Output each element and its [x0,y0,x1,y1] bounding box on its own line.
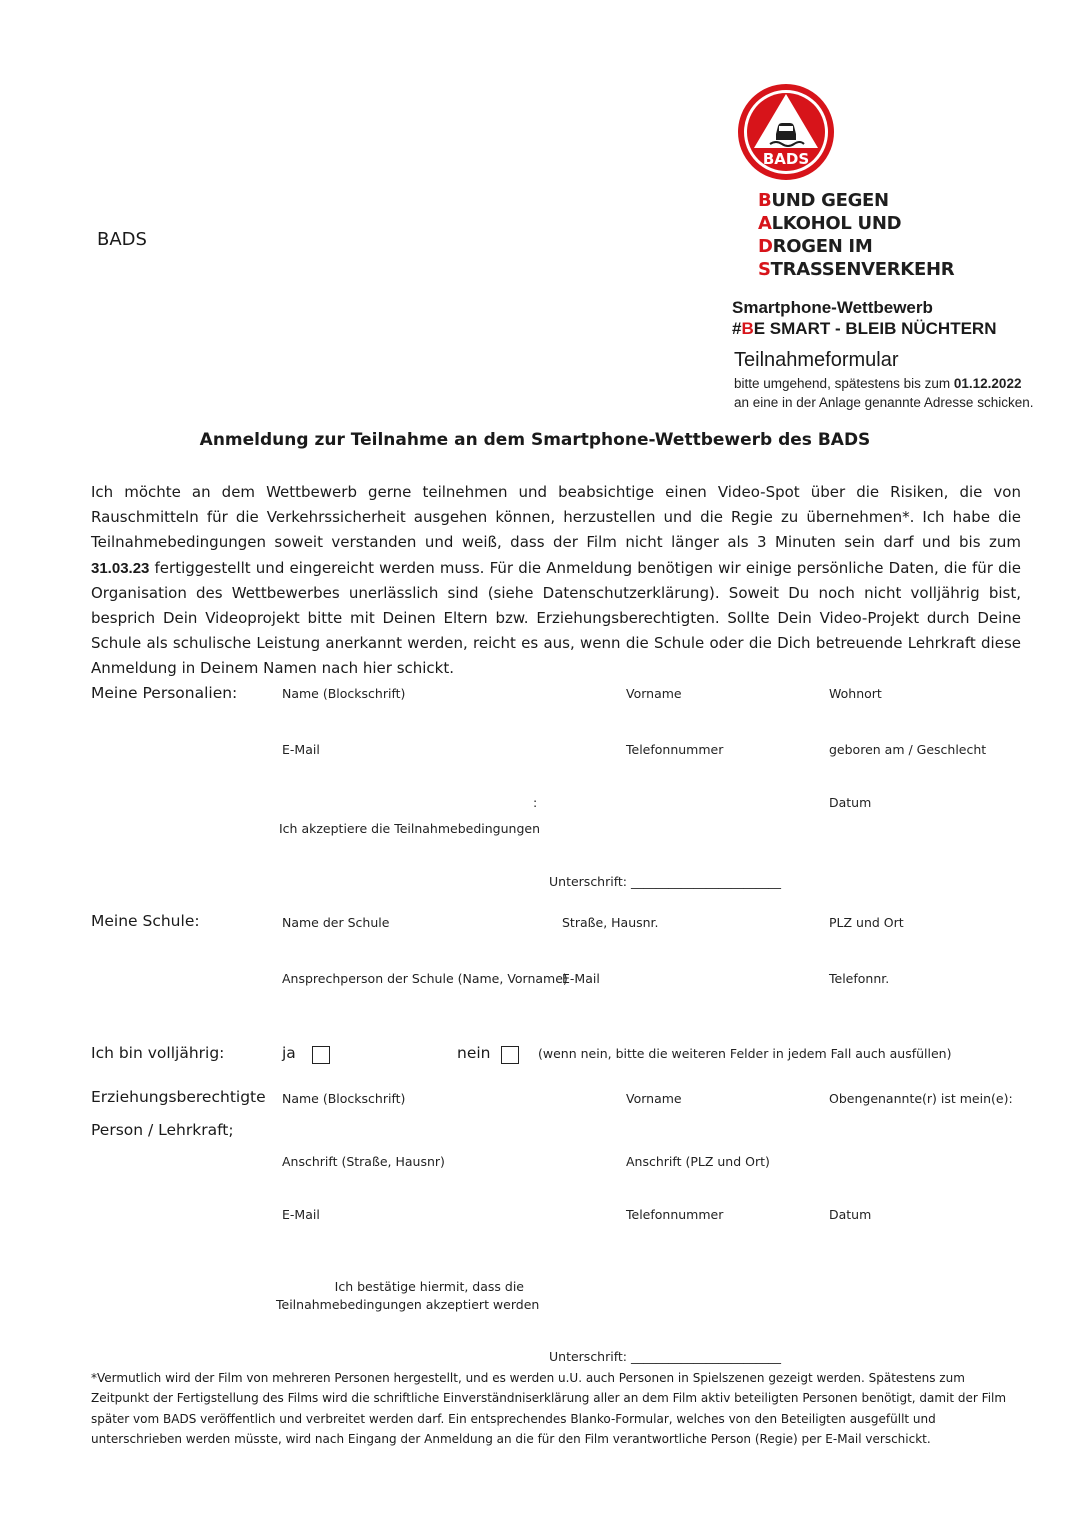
field-guardian-date[interactable]: Datum [829,1207,872,1222]
field-date[interactable]: Datum [829,795,872,810]
competition-title: Smartphone-Wettbewerb [732,298,933,317]
field-school-contact[interactable]: Ansprechperson der Schule (Name, Vorname) [282,971,568,986]
form-title: Teilnahmeformular [734,349,899,371]
logo-text: BADS [762,150,810,168]
signature-line-personal[interactable]: Unterschrift: ________________________ [549,874,781,889]
org-line-1: BUND GEGEN [758,190,889,211]
adult-note: (wenn nein, bitte die weiteren Felder in jedem Fall auch ausfüllen) [538,1046,952,1061]
page-heading: Anmeldung zur Teilnahme an dem Smartphone-Wettbewerb des BADS [199,430,871,450]
address-note: an eine in der Anlage genannte Adresse schicken. [734,395,1034,410]
field-guardian-city[interactable]: Anschrift (PLZ und Ort) [626,1154,770,1169]
org-line-3: DROGEN IM [758,236,873,257]
guardian-confirm-line2: Teilnahmebedingungen akzeptiert werden [276,1297,540,1312]
field-guardian-phone[interactable]: Telefonnummer [626,1207,724,1222]
guardian-confirm-line1: Ich bestätige hiermit, dass die [334,1279,524,1294]
section-guardian-line1: Erziehungsberechtigte [91,1088,266,1106]
field-name[interactable]: Name (Blockschrift) [282,686,406,701]
end-date: 31.03.23 [91,559,150,577]
adult-no-checkbox[interactable] [501,1046,519,1064]
field-school-phone[interactable]: Telefonnr. [829,971,890,986]
colon-mark: : [533,795,538,810]
field-school-city[interactable]: PLZ und Ort [829,915,904,930]
org-line-2: ALKOHOL UND [758,213,902,234]
field-guardian-firstname[interactable]: Vorname [626,1091,682,1106]
deadline-note: bitte umgehend, spätestens bis zum 01.12.2022 [734,376,1022,391]
field-guardian-street[interactable]: Anschrift (Straße, Hausnr) [282,1154,445,1169]
section-school: Meine Schule: [91,912,200,930]
section-adult: Ich bin volljährig: [91,1044,225,1062]
org-line-4: STRASSENVERKEHR [758,259,955,280]
field-school-email[interactable]: E-Mail [562,971,600,986]
org-short-name: BADS [97,229,147,250]
field-birth-gender[interactable]: geboren am / Geschlecht [829,742,987,757]
field-guardian-email[interactable]: E-Mail [282,1207,320,1222]
deadline-date: 01.12.2022 [953,376,1022,391]
accept-terms-label: Ich akzeptiere die Teilnahmebedingungen [279,821,541,836]
bads-logo [738,84,834,180]
field-school-name[interactable]: Name der Schule [282,915,390,930]
adult-yes-label: ja [282,1044,296,1062]
adult-no-label: nein [457,1044,491,1062]
field-email[interactable]: E-Mail [282,742,320,757]
competition-slogan: #BE SMART - BLEIB NÜCHTERN [732,319,997,338]
field-residence[interactable]: Wohnort [829,686,882,701]
field-school-street[interactable]: Straße, Hausnr. [562,915,659,930]
intro-text: Ich möchte an dem Wettbewerb gerne teilnehmen und beabsichtige einen Video-Spot über die Risiken, die von Rauschmitteln für die Verkehrssicherheit ausgehen können, herzustellen und die Regie zu übernehmen*. Ich habe die Teilnahmebedingungen soweit verstanden und weiß, dass der Film nicht länger als 3 Minuten sein darf und bis zum 31.03.23 fertiggestellt und eingereicht werden muss. Für die Anmeldung benötigen wir einige persönliche Daten, die für die Organisation des Wettbewerbes unerlässlich sind (siehe Datenschutzerklärung). Soweit Du noch nicht volljährig bist, besprich Dein Videoprojekt bitte mit Deinen Eltern bzw. Erziehungsberechtigten. Sollte Dein Video-Projekt durch Deine Schule als schulische Leistung anerkannt werden, reicht es aus, wenn die Schule oder die Dich betreuende Lehrkraft diese Anmeldung in Deinem Namen nach hier schickt. [91,483,1021,678]
section-personal: Meine Personalien: [91,684,238,702]
field-guardian-relation[interactable]: Obengenannte(r) ist mein(e): [829,1091,1013,1106]
field-phone[interactable]: Telefonnummer [626,742,724,757]
section-guardian-line2: Person / Lehrkraft; [91,1121,234,1139]
field-guardian-name[interactable]: Name (Blockschrift) [282,1091,406,1106]
signature-line-guardian[interactable]: Unterschrift: ________________________ [549,1349,781,1364]
adult-yes-checkbox[interactable] [312,1046,330,1064]
field-firstname[interactable]: Vorname [626,686,682,701]
footnote: *Vermutlich wird der Film von mehreren Personen hergestellt, und es werden u.U. auch Personen in Spielszenen gezeigt werden. Spätestens zum Zeitpunkt der Fertigstellung des Films wird die schriftliche Einverständniserklärung aller an dem Film aktiv beteiligten Personen benötigt, damit der Film später vom BADS veröffentlich und verbreitet werden darf. Ein entsprechendes Blanko-Formular, welches von den Beteiligten ausgefüllt und unterschrieben werden müsste, wird nach Eingang der Anmeldung an die für den Film verantwortliche Person (Regie) per E-Mail verschickt. [91,1371,1007,1446]
